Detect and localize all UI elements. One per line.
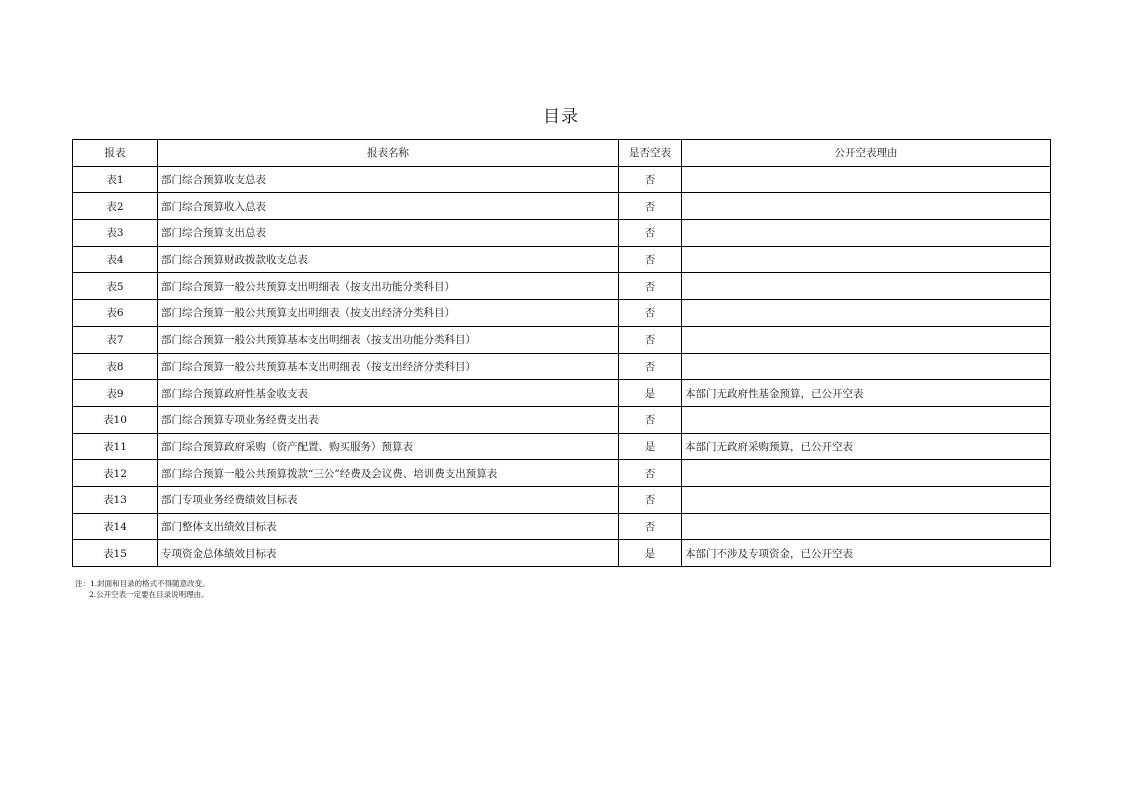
- is-empty-cell: 否: [619, 166, 682, 193]
- report-number-cell: 表4: [73, 246, 158, 273]
- table-row: [73, 433, 1051, 460]
- empty-reason-cell: [682, 460, 1051, 487]
- table-row: [73, 460, 1051, 487]
- report-number-cell: 表3: [73, 220, 158, 247]
- report-number-cell: 表13: [73, 486, 158, 513]
- is-empty-cell: 否: [619, 513, 682, 540]
- table-row: [73, 193, 1051, 220]
- is-empty-cell: 否: [619, 460, 682, 487]
- report-number-cell: 表7: [73, 326, 158, 353]
- table-row: [73, 406, 1051, 433]
- report-number-cell: 表6: [73, 300, 158, 327]
- empty-reason-cell: [682, 166, 1051, 193]
- report-number-cell: 表14: [73, 513, 158, 540]
- is-empty-cell: 否: [619, 486, 682, 513]
- report-number-cell: 表15: [73, 540, 158, 567]
- empty-reason-cell: [682, 246, 1051, 273]
- report-name-cell: 部门综合预算财政拨款收支总表: [158, 246, 619, 273]
- is-empty-cell: 是: [619, 380, 682, 407]
- footnotes: [75, 578, 210, 600]
- is-empty-cell: 是: [619, 433, 682, 460]
- report-name-cell: 部门综合预算一般公共预算拨款“三公”经费及会议费、培训费支出预算表: [158, 460, 619, 487]
- report-number-cell: 表2: [73, 193, 158, 220]
- header-report-name: 报表名称: [158, 140, 619, 167]
- report-name-cell: 部门综合预算收入总表: [158, 193, 619, 220]
- table-row: [73, 273, 1051, 300]
- report-name-cell: 部门整体支出绩效目标表: [158, 513, 619, 540]
- report-name-cell: 部门综合预算政府性基金收支表: [158, 380, 619, 407]
- empty-reason-cell: [682, 193, 1051, 220]
- table-row: [73, 300, 1051, 327]
- header-is-empty: 是否空表: [619, 140, 682, 167]
- is-empty-cell: 否: [619, 193, 682, 220]
- report-name-cell: 部门综合预算一般公共预算支出明细表（按支出功能分类科目）: [158, 273, 619, 300]
- report-number-cell: 表12: [73, 460, 158, 487]
- report-number-cell: 表8: [73, 353, 158, 380]
- table-row: [73, 380, 1051, 407]
- table-row: [73, 353, 1051, 380]
- is-empty-cell: 是: [619, 540, 682, 567]
- table-body: [73, 166, 1051, 566]
- report-name-cell: 部门综合预算一般公共预算支出明细表（按支出经济分类科目）: [158, 300, 619, 327]
- empty-reason-cell: [682, 353, 1051, 380]
- empty-reason-cell: [682, 300, 1051, 327]
- empty-reason-cell: [682, 486, 1051, 513]
- report-number-cell: 表5: [73, 273, 158, 300]
- empty-reason-cell: [682, 273, 1051, 300]
- empty-reason-cell: 本部门不涉及专项资金，已公开空表: [682, 540, 1051, 567]
- empty-reason-cell: 本部门无政府采购预算，已公开空表: [682, 433, 1051, 460]
- report-name-cell: 部门综合预算支出总表: [158, 220, 619, 247]
- footnote-2: 2.公开空表一定要在目录说明理由。: [89, 590, 209, 599]
- empty-reason-cell: [682, 513, 1051, 540]
- report-number-cell: 表11: [73, 433, 158, 460]
- report-name-cell: 部门综合预算政府采购（资产配置、购买服务）预算表: [158, 433, 619, 460]
- is-empty-cell: 否: [619, 273, 682, 300]
- report-name-cell: 专项资金总体绩效目标表: [158, 540, 619, 567]
- report-name-cell: 部门综合预算一般公共预算基本支出明细表（按支出经济分类科目）: [158, 353, 619, 380]
- table-row: [73, 246, 1051, 273]
- header-report: 报表: [73, 140, 158, 167]
- is-empty-cell: 否: [619, 353, 682, 380]
- report-number-cell: 表9: [73, 380, 158, 407]
- empty-reason-cell: [682, 406, 1051, 433]
- page-title: 目录: [543, 107, 579, 127]
- is-empty-cell: 否: [619, 246, 682, 273]
- is-empty-cell: 否: [619, 300, 682, 327]
- footnote-1: 注：1.封面和目录的格式不得随意改变。: [75, 579, 210, 588]
- report-name-cell: 部门综合预算收支总表: [158, 166, 619, 193]
- table-row: [73, 220, 1051, 247]
- table-row: [73, 540, 1051, 567]
- report-name-cell: 部门综合预算一般公共预算基本支出明细表（按支出功能分类科目）: [158, 326, 619, 353]
- is-empty-cell: 否: [619, 220, 682, 247]
- report-number-cell: 表1: [73, 166, 158, 193]
- report-name-cell: 部门专项业务经费绩效目标表: [158, 486, 619, 513]
- empty-reason-cell: 本部门无政府性基金预算，已公开空表: [682, 380, 1051, 407]
- empty-reason-cell: [682, 326, 1051, 353]
- is-empty-cell: 否: [619, 326, 682, 353]
- table-row: [73, 326, 1051, 353]
- table-row: [73, 166, 1051, 193]
- empty-reason-cell: [682, 220, 1051, 247]
- table-of-contents: [72, 139, 1051, 567]
- table-row: [73, 486, 1051, 513]
- table-row: [73, 513, 1051, 540]
- is-empty-cell: 否: [619, 406, 682, 433]
- report-name-cell: 部门综合预算专项业务经费支出表: [158, 406, 619, 433]
- table-header-row: [73, 140, 1051, 167]
- header-empty-reason: 公开空表理由: [682, 140, 1051, 167]
- report-number-cell: 表10: [73, 406, 158, 433]
